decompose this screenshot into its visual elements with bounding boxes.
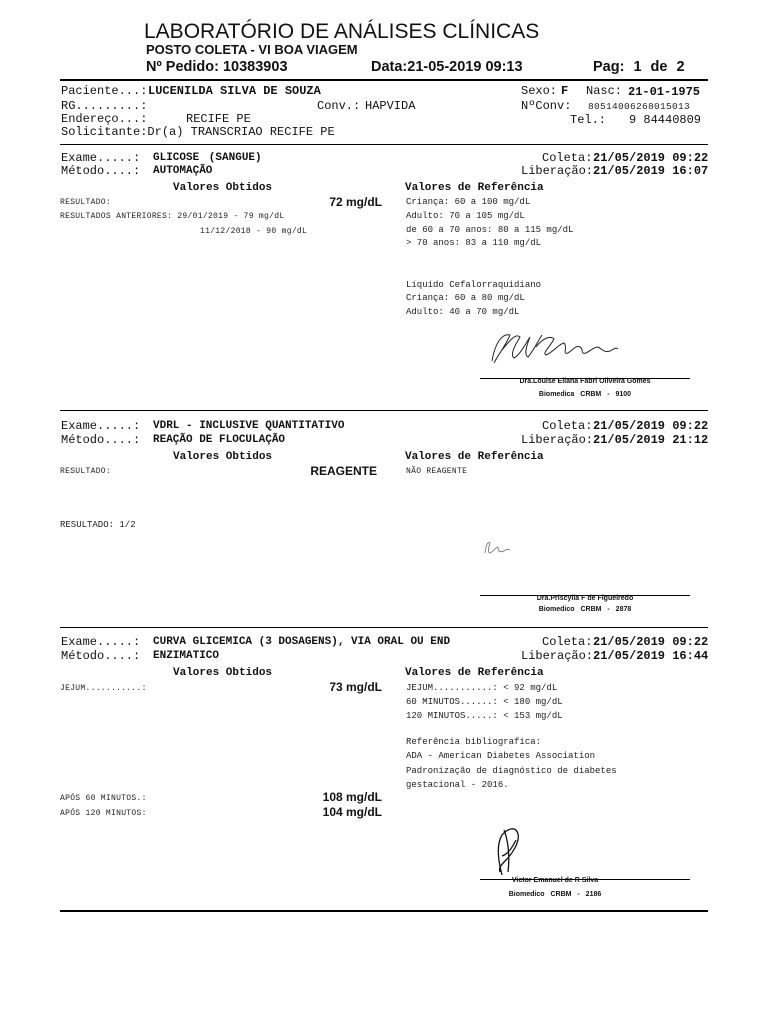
- reference-line: Adulto: 40 a 70 mg/dL: [406, 307, 520, 317]
- footer-divider: [60, 910, 708, 912]
- pedido-number: Nº Pedido: 10383903: [146, 59, 288, 75]
- values-obtained-heading: Valores Obtidos: [173, 451, 273, 463]
- nconv-label: NºConv:: [521, 99, 572, 113]
- collection-label: Coleta:: [542, 419, 593, 433]
- signature-image: [480, 820, 540, 880]
- phone-value: 9 84440809: [629, 113, 702, 127]
- exam-divider: [60, 627, 708, 628]
- collection-date: 21/05/2019 09:22: [593, 151, 709, 165]
- values-obtained-heading: Valores Obtidos: [173, 182, 273, 194]
- after-60-value: 108 mg/dL: [322, 790, 382, 804]
- method-name: ENZIMATICO: [153, 650, 220, 662]
- release-date: 21/05/2019 21:12: [593, 433, 709, 447]
- reference-values-heading: Valores de Referência: [405, 667, 544, 679]
- exam-label: Exame.....:: [61, 635, 141, 649]
- signer-title: Biomedico CRBM - 2878: [538, 606, 632, 613]
- reference-line: > 70 anos: 83 a 110 mg/dL: [406, 238, 542, 248]
- signer-title: Biomedico CRBM - 2186: [508, 891, 602, 898]
- conv-label: Conv.:: [317, 99, 361, 113]
- patient-label: Paciente...:: [61, 84, 148, 98]
- birth-label: Nasc:: [586, 84, 623, 98]
- reference-values-heading: Valores de Referência: [405, 451, 544, 463]
- method-label: Método....:: [61, 433, 141, 447]
- result-titer: RESULTADO: 1/2: [60, 520, 136, 530]
- reference-line: de 60 a 70 anos: 80 a 115 mg/dL: [406, 225, 574, 235]
- address-label: Endereço...:: [61, 112, 148, 126]
- result-value: 72 mg/dL: [329, 195, 382, 209]
- sex-label: Sexo:: [521, 84, 558, 98]
- result-label: RESULTADO:: [60, 467, 112, 476]
- reference-line: Referência bibliografica:: [406, 737, 542, 747]
- reference-line: Criança: 60 a 80 mg/dL: [406, 293, 525, 303]
- method-label: Método....:: [61, 649, 141, 663]
- conv-value: HAPVIDA: [365, 99, 416, 113]
- collection-label: Coleta:: [542, 635, 593, 649]
- reference-line: ADA - American Diabetes Association: [406, 751, 596, 761]
- exam-name: VDRL - INCLUSIVE QUANTITATIVO: [153, 420, 345, 432]
- reference-line: Líquido Cefalorraquidiano: [406, 280, 542, 290]
- exam-label: Exame.....:: [61, 419, 141, 433]
- release-date: 21/05/2019 16:07: [593, 164, 709, 178]
- after-120-label: APÓS 120 MINUTOS:: [60, 809, 147, 818]
- reference-line: 60 MINUTOS......: < 180 mg/dL: [406, 697, 563, 707]
- method-name: AUTOMAÇÃO: [153, 165, 213, 177]
- reference-line: Adulto: 70 a 105 mg/dL: [406, 211, 525, 221]
- fasting-value: 73 mg/dL: [329, 680, 382, 694]
- release-label: Liberação:: [521, 649, 594, 663]
- posto-coleta: POSTO COLETA - VI BOA VIAGEM: [146, 42, 358, 57]
- release-label: Liberação:: [521, 164, 594, 178]
- collection-date: 21/05/2019 09:22: [593, 419, 709, 433]
- after-120-value: 104 mg/dL: [322, 805, 382, 819]
- nconv-value: 80514006268015013: [588, 101, 691, 112]
- birth-value: 21-01-1975: [628, 85, 701, 99]
- signature-image: [480, 325, 630, 370]
- collection-date: 21/05/2019 09:22: [593, 635, 709, 649]
- signer-name: Dra.Louise Eliana Fabri Oliveira Gomes: [519, 378, 651, 385]
- signer-name: Dra.Priscylla F de Figueiredo: [536, 595, 634, 602]
- signer-name: Victor Emanuel de R Silva: [511, 877, 599, 884]
- fasting-label: JEJUM...........:: [60, 684, 147, 693]
- reference-line: 120 MINUTOS.....: < 153 mg/dL: [406, 711, 563, 721]
- release-date: 21/05/2019 16:44: [593, 649, 709, 663]
- collection-label: Coleta:: [542, 151, 593, 165]
- reference-line: JEJUM...........: < 92 mg/dL: [406, 683, 558, 693]
- previous-results-2: 11/12/2018 - 90 mg/dL: [200, 227, 308, 236]
- rg-label: RG.........:: [61, 99, 148, 113]
- exam-label: Exame.....:: [61, 151, 141, 165]
- after-60-label: APÓS 60 MINUTOS.:: [60, 794, 147, 803]
- signer-title: Biomedica CRBM - 9100: [538, 391, 632, 398]
- reference-line: Criança: 60 a 100 mg/dL: [406, 197, 531, 207]
- reference-line: NÃO REAGENTE: [406, 467, 468, 476]
- signature-image: [480, 535, 540, 560]
- reference-line: gestacional - 2016.: [406, 780, 509, 790]
- address-value: RECIFE PE: [186, 112, 251, 126]
- reference-values-heading: Valores de Referência: [405, 182, 544, 194]
- patient-divider: [60, 144, 708, 145]
- exam-name: GLICOSE (SANGUE): [153, 152, 262, 164]
- phone-label: Tel.:: [570, 113, 607, 127]
- pedido-date: Data:21-05-2019 09:13: [371, 59, 523, 75]
- reference-line: Padronização de diagnóstico de diabetes: [406, 766, 617, 776]
- requester: Solicitante:Dr(a) TRANSCRIAO RECIFE PE: [61, 125, 335, 139]
- lab-name: LABORATÓRIO DE ANÁLISES CLÍNICAS: [144, 20, 540, 43]
- result-value: REAGENTE: [310, 464, 377, 478]
- sex-value: F: [561, 84, 569, 98]
- method-label: Método....:: [61, 164, 141, 178]
- result-label: RESULTADO:: [60, 198, 112, 207]
- page-number: Pag: 1 de 2: [593, 59, 685, 75]
- patient-name: LUCENILDA SILVA DE SOUZA: [148, 84, 321, 98]
- release-label: Liberação:: [521, 433, 594, 447]
- exam-divider: [60, 410, 708, 411]
- values-obtained-heading: Valores Obtidos: [173, 667, 273, 679]
- previous-results-1: RESULTADOS ANTERIORES: 29/01/2019 - 79 mg/dL: [60, 212, 285, 221]
- method-name: REAÇÃO DE FLOCULAÇÃO: [153, 434, 286, 446]
- exam-name: CURVA GLICEMICA (3 DOSAGENS), VIA ORAL OU END: [153, 636, 451, 648]
- header-divider: [60, 79, 708, 81]
